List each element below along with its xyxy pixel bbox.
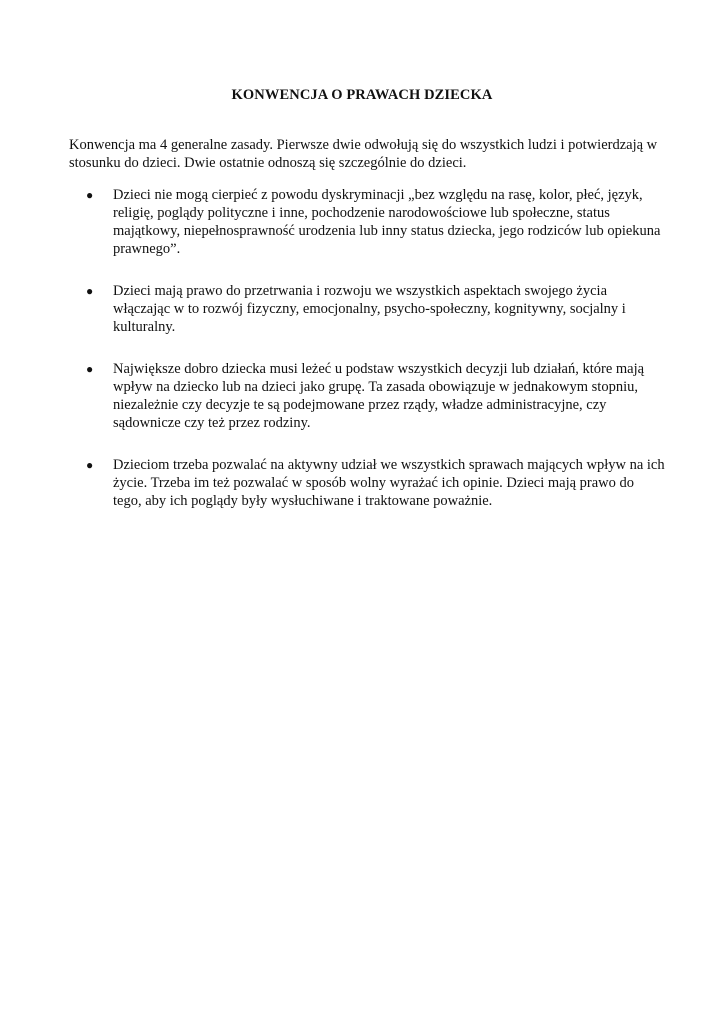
intro-paragraph: Konwencja ma 4 generalne zasady. Pierwsze dwie odwołują się do wszystkich ludzi i potwierdzają w stosunku do dzieci. Dwie ostatnie odnoszą się szczególnie do dzieci. — [69, 137, 658, 171]
list-item-text: Dzieciom trzeba pozwalać na aktywny udział we wszystkich sprawach mających wpływ na ich życie. Trzeba im też pozwalać w sposób wolny wyrażać ich opinie. Dzieci mają prawo do tego, aby ich poglądy były wysłuchiwane i traktowane poważnie. — [113, 457, 665, 509]
list-item-text: Dzieci mają prawo do przetrwania i rozwoju we wszystkich aspektach swojego życia włączając w to rozwój fizyczny, emocjonalny, psycho-społeczny, kognitywny, socjalny i kulturalny. — [113, 283, 626, 335]
list-item — [86, 282, 666, 336]
bullet-icon: ● — [86, 284, 94, 298]
list-item — [86, 360, 666, 432]
list-item-text: Dzieci nie mogą cierpieć z powodu dyskryminacji „bez względu na rasę, kolor, płeć, język, religię, poglądy polityczne i inne, pochodzenie narodowościowe lub społeczne, status majątkowy, niepełnosprawność urodzenia lub inny status dziecka, jego rodziców lub opiekuna prawnego”. — [113, 187, 661, 257]
list-item — [86, 186, 666, 258]
principles-list — [86, 186, 666, 510]
document-title: KONWENCJA O PRAWACH DZIECKA — [231, 87, 493, 103]
list-item-text: Największe dobro dziecka musi leżeć u podstaw wszystkich decyzji lub działań, które mają wpływ na dziecko lub na dzieci jako grupę. Ta zasada obowiązuje w jednakowym stopniu, niezależnie czy decyzje te są podejmowane przez rządy, władze administracyjne, czy sądownicze czy też przez rodziny. — [113, 361, 645, 431]
bullet-icon: ● — [86, 458, 94, 472]
bullet-icon: ● — [86, 188, 94, 202]
list-item — [86, 456, 666, 510]
bullet-icon: ● — [86, 362, 94, 376]
